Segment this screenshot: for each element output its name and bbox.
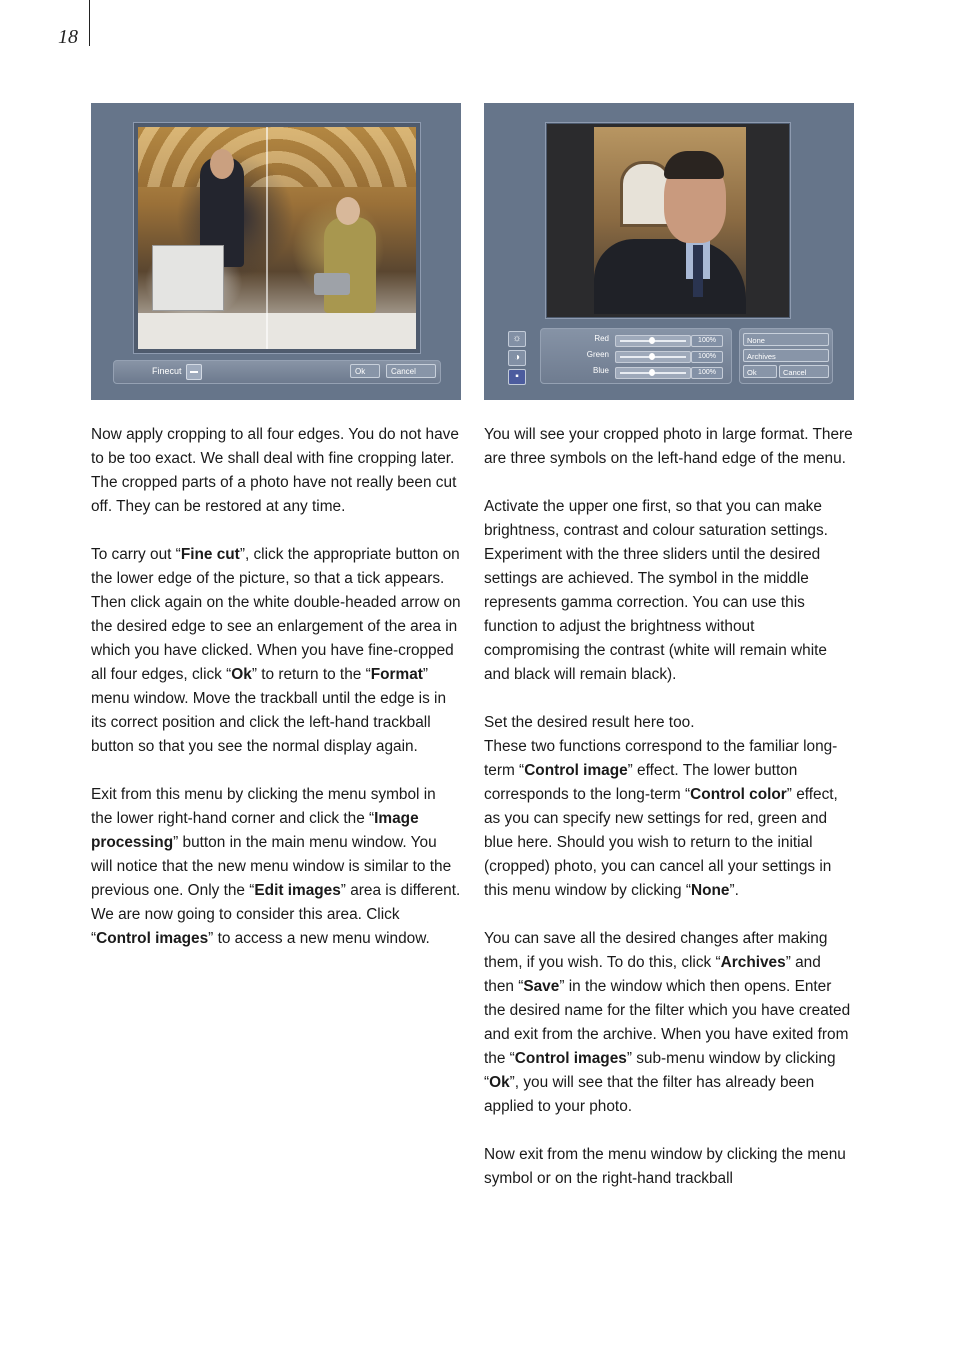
paragraph: Exit from this menu by clicking the menu symbol in the lower right-hand corner and click the “Image processing” button in the main menu window. You will notice that the new menu window is similar to the previous one. Only the “Edit images” area is different. We are now going to consider this area. Click “Control images” to access a new menu window.: [91, 786, 461, 947]
slider-green: [541, 349, 731, 363]
slider-value: 100%: [691, 335, 723, 347]
cancel-button[interactable]: Cancel: [386, 364, 436, 378]
none-button[interactable]: None: [743, 333, 829, 346]
paragraph: Activate the upper one first, so that you can make brightness, contrast and colour saturation settings. Experiment with the three sliders until the desired settings are achieved. The symbol in the middle represents gamma correction. You can use this function to adjust the brightness without compromising the contrast (white will remain white and black will remain black).: [484, 498, 828, 683]
slider-label: Red: [594, 334, 609, 343]
slider-knob[interactable]: [649, 369, 655, 376]
paragraph: Now exit from the menu window by clicking the menu symbol or on the right-hand trackball: [484, 1146, 846, 1187]
color-sliders-panel: [540, 328, 732, 384]
crop-edge-line: [266, 127, 268, 349]
slider-track[interactable]: [615, 335, 691, 347]
finecut-toolbar: [113, 360, 441, 384]
slider-blue: [541, 365, 731, 379]
finecut-toggle-button[interactable]: [186, 364, 202, 380]
paragraph: Now apply cropping to all four edges. You do not have to be too exact. We shall deal with fine cropping later. The cropped parts of a photo have not really been cut off. They can be restored at any time.: [91, 426, 459, 515]
side-icon-column: [508, 331, 526, 388]
color-icon[interactable]: ▪: [508, 369, 526, 385]
margin-rule: [89, 0, 90, 46]
paragraph: Set the desired result here too. These two functions correspond to the familiar long-term “Control image” effect. The lower button corresponds to the long-term “Control color” effect, as you can specify new settings for red, green and blue here. Should you wish to return to the initial (cropped) photo, you can cancel all your settings in this menu window by clicking “None”.: [484, 714, 838, 899]
photo-frame: [545, 122, 791, 319]
portrait-photo: [594, 127, 746, 314]
right-text-column: [484, 423, 854, 1215]
action-buttons-panel: [739, 328, 833, 384]
sun-icon[interactable]: ☼: [508, 331, 526, 347]
ok-button[interactable]: Ok: [743, 365, 777, 378]
finecut-label: Finecut: [152, 366, 182, 376]
slider-knob[interactable]: [649, 337, 655, 344]
contrast-icon[interactable]: ◑: [508, 350, 526, 366]
page-number: 18: [58, 26, 78, 48]
finecut-screenshot: [91, 103, 461, 400]
slider-value: 100%: [691, 351, 723, 363]
photo-frame: [133, 122, 421, 354]
slider-value: 100%: [691, 367, 723, 379]
event-photo: [138, 127, 416, 349]
paragraph: To carry out “Fine cut”, click the appropriate button on the lower edge of the picture, so that a tick appears. Then click again on the white double-headed arrow on the desired edge to see an enlargement of the area in which you have clicked. When you have fine-cropped all four edges, click “Ok” to return to the “Format” menu window. Move the trackball until the edge is in its correct position and click the left-hand trackball button so that you see the normal display again.: [91, 546, 461, 755]
slider-track[interactable]: [615, 367, 691, 379]
slider-label: Green: [586, 350, 609, 359]
archives-button[interactable]: Archives: [743, 349, 829, 362]
paragraph: You will see your cropped photo in large format. There are three symbols on the left-hand edge of the menu.: [484, 426, 853, 467]
slider-red: [541, 333, 731, 347]
paragraph: You can save all the desired changes after making them, if you wish. To do this, click “Archives” and then “Save” in the window which then opens. Enter the desired name for the filter which you have created and exit from the archive. When you have exited from the “Control images” sub-menu window by clicking “Ok”, you will see that the filter has already been applied to your photo.: [484, 930, 851, 1115]
ok-button[interactable]: Ok: [350, 364, 380, 378]
left-text-column: [91, 423, 461, 975]
slider-track[interactable]: [615, 351, 691, 363]
control-images-screenshot: [484, 103, 854, 400]
slider-knob[interactable]: [649, 353, 655, 360]
slider-label: Blue: [592, 366, 609, 375]
cancel-button[interactable]: Cancel: [779, 365, 829, 378]
